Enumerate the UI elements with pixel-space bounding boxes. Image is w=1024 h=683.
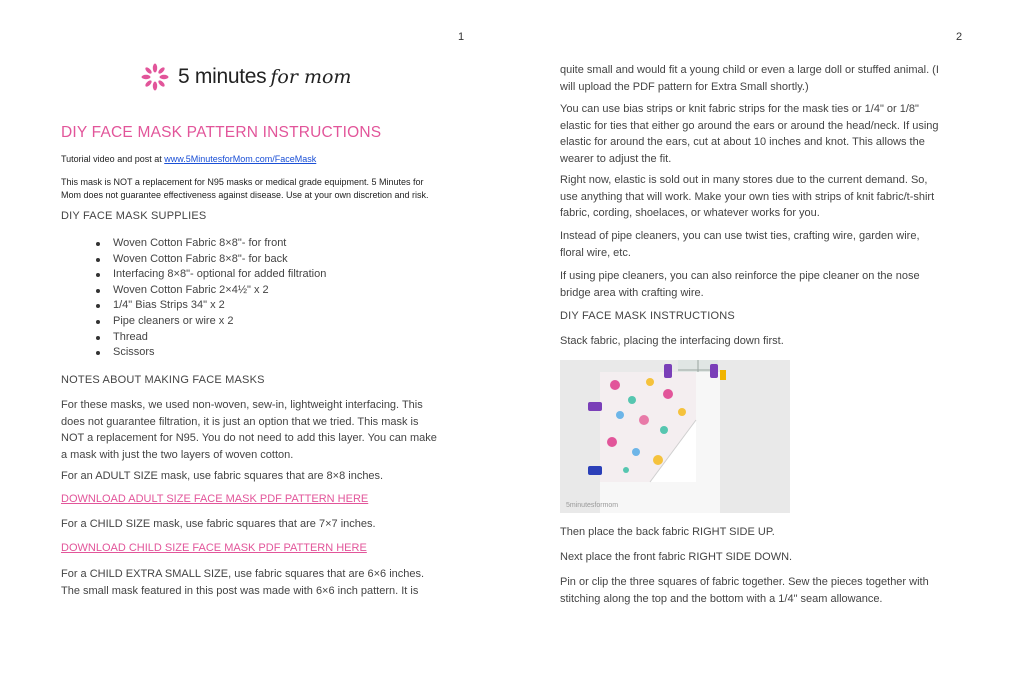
ties-paragraph: You can use bias strips or knit fabric strips for the mask ties or 1/4" or 1/8" elastic for ties that either go around the ears or around the head/neck. If using elastic for around the ears, cut at about 10 inches and knot. This allows the wearer to adjust the fit. [560,103,939,165]
tutorial-line [61,153,461,166]
disclaimer-line: Mom does not guarantee effectiveness against disease. Use at your own discretion and risk. [61,190,429,200]
list-item: Scissors [96,345,326,361]
supplies-list [96,236,326,361]
disclaimer [61,176,461,202]
bullet-icon [96,289,100,293]
page-2 [512,0,1024,683]
bullet-icon [96,320,100,324]
download-adult-pattern-link[interactable]: DOWNLOAD ADULT SIZE FACE MASK PDF PATTERN HERE [61,493,369,505]
flower-logo-icon [140,62,170,92]
step-1-text: Stack fabric, placing the interfacing down first. [560,335,784,347]
list-item: Interfacing 8×8"- optional for added filtration [96,267,326,283]
step-4-paragraph: Pin or clip the three squares of fabric together. Sew the pieces together with stitching along the top and the bottom with a 1/4" seam allowance. [560,576,929,605]
bullet-icon [96,304,100,308]
list-item: Pipe cleaners or wire x 2 [96,314,326,330]
bullet-icon [96,336,100,340]
tutorial-prefix: Tutorial video and post at [61,154,165,164]
page-number: 2 [956,31,963,43]
bullet-icon [96,351,100,355]
list-item: Woven Cotton Fabric 8×8"- for front [96,236,326,252]
list-item: Thread [96,330,326,346]
extra-small-paragraph: For a CHILD EXTRA SMALL SIZE, use fabric squares that are 6×6 inches. The small mask featured in this post was made with 6×6 inch pattern. It is [61,568,425,597]
bullet-icon [96,273,100,277]
pipe-cleaner-paragraph: Instead of pipe cleaners, you can use twist ties, crafting wire, garden wire, floral wire, etc. [560,230,920,259]
notes-paragraph: For these masks, we used non-woven, sew-in, lightweight interfacing. This does not guarantee filtration, it is just an option that we tried. This mask is NOT a replacement for N95. You do not need to add this layer. You can make a mask with just the two layers of woven cotton. [61,399,437,461]
list-item: Woven Cotton Fabric 2×4½" x 2 [96,283,326,299]
logo [140,60,351,94]
notes-heading: NOTES ABOUT MAKING FACE MASKS [61,374,265,386]
bullet-icon [96,258,100,262]
tutorial-link[interactable]: www.5MinutesforMom.com/FaceMask [164,154,317,164]
step-2-text: Then place the back fabric RIGHT SIDE UP. [560,526,775,538]
intro-paragraph: quite small and would fit a young child or even a large doll or stuffed animal. (I will upload the PDF pattern for Extra Small shortly.) [560,64,939,93]
list-item: 1/4" Bias Strips 34" x 2 [96,298,326,314]
download-child-pattern-link[interactable]: DOWNLOAD CHILD SIZE FACE MASK PDF PATTERN HERE [61,542,367,554]
photo-watermark: 5minutesformom [566,502,619,509]
logo-script-text: for mom [270,66,352,88]
step-3-text: Next place the front fabric RIGHT SIDE DOWN. [560,551,793,563]
bullet-icon [96,242,100,246]
elastic-paragraph: Right now, elastic is sold out in many stores due to the current demand. So, use anything that will work. Make your own ties with strips of knit fabric/t-shirt fabric, cording, shoelaces, or whatever works for you. [560,174,935,219]
fabric-stack-photo [560,360,790,513]
reinforce-paragraph: If using pipe cleaners, you can also reinforce the pipe cleaner on the nose bridge area with crafting wire. [560,270,920,299]
adult-size-text: For an ADULT SIZE mask, use fabric squares that are 8×8 inches. [61,470,384,482]
disclaimer-line: This mask is NOT a replacement for N95 masks or medical grade equipment. 5 Minutes for [61,177,424,187]
instructions-heading: DIY FACE MASK INSTRUCTIONS [560,310,735,322]
child-size-text: For a CHILD SIZE mask, use fabric squares that are 7×7 inches. [61,518,376,530]
supplies-heading: DIY FACE MASK SUPPLIES [61,210,207,222]
page-title: DIY FACE MASK PATTERN INSTRUCTIONS [61,124,382,141]
page-number: 1 [458,31,465,43]
list-item: Woven Cotton Fabric 8×8"- for back [96,252,326,268]
logo-text: 5 minutes [178,65,267,88]
